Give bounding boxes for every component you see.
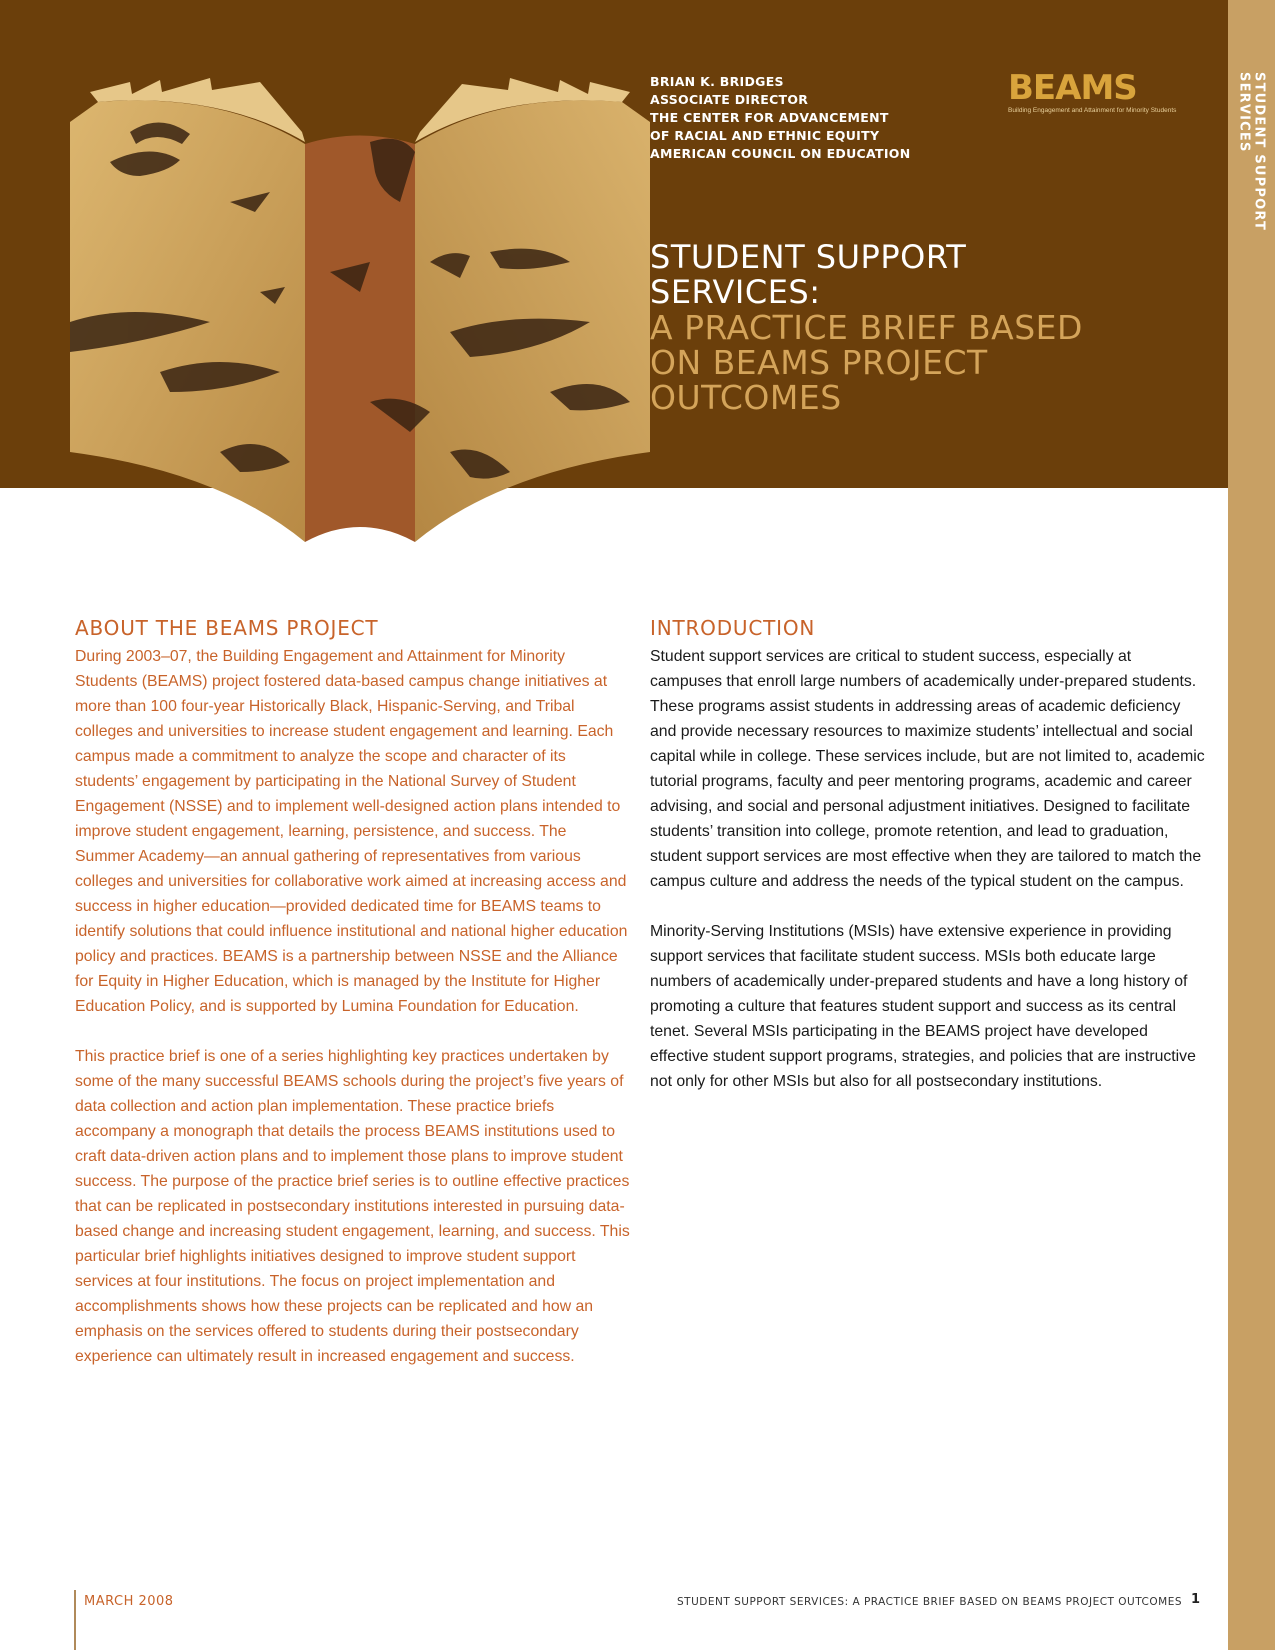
book-illustration: [70, 72, 650, 562]
page-number: 1: [1191, 1592, 1201, 1607]
title-line: STUDENT SUPPORT: [650, 238, 967, 276]
side-tab-label: STUDENT SUPPORT SERVICES: [1236, 72, 1267, 232]
beams-logo: [1008, 70, 1218, 120]
author-line: BRIAN K. BRIDGES: [650, 74, 784, 89]
author-line: THE CENTER FOR ADVANCEMENT: [650, 110, 889, 125]
subtitle-line: ON BEAMS PROJECT: [650, 343, 988, 382]
logo-word: BEAMS: [1008, 68, 1137, 108]
introduction-heading: INTRODUCTION: [650, 616, 816, 640]
footer-running-title: STUDENT SUPPORT SERVICES: A PRACTICE BRIEF BASED ON BEAMS PROJECT OUTCOMES: [677, 1596, 1182, 1608]
about-section: [75, 616, 630, 1394]
title-line: SERVICES:: [650, 273, 821, 311]
about-paragraph: During 2003–07, the Building Engagement and Attainment for Minority Students (BEAMS) project fostered data-based campus change initiatives at more than 100 four-year Historically Black, Hispanic-Serving, and Tribal colleges and universities to increase student engagement and learning. Each campus made a commitment to analyze the scope and character of its students’ engagement by participating in the National Survey of Student Engagement (NSSE) and to implement well-designed action plans intended to improve student engagement, learning, persistence, and success. The Summer Academy—an annual gathering of representatives from various colleges and universities for collaborative work aimed at increasing access and success in higher education—provided dedicated time for BEAMS teams to identify solutions that could influence institutional and national higher education policy and practices. BEAMS is a partnership between NSSE and the Alliance for Equity in Higher Education, which is managed by the Institute for Higher Education Policy, and is supported by Lumina Foundation for Education.: [75, 648, 628, 1015]
author-line: OF RACIAL AND ETHNIC EQUITY: [650, 128, 880, 143]
introduction-paragraph: Minority-Serving Institutions (MSIs) have extensive experience in providing support services that facilitate student success. MSIs both educate large numbers of academically under-prepared students and have a long history of promoting a culture that features student support and success as its central tenet. Several MSIs participating in the BEAMS project have developed effective student support programs, strategies, and policies that are instructive not only for other MSIs but also for all postsecondary institutions.: [650, 923, 1196, 1090]
author-line: ASSOCIATE DIRECTOR: [650, 92, 809, 107]
about-paragraph: This practice brief is one of a series highlighting key practices undertaken by some of the many successful BEAMS schools during the project’s five years of data collection and action plan implementation. These practice briefs accompany a monograph that details the process BEAMS institutions used to craft data-driven action plans and to implement those plans to improve student success. The purpose of the practice brief series is to outline effective practices that can be replicated in postsecondary institutions interested in pursuing data-based change and increasing student engagement, learning, and success. This particular brief highlights initiatives designed to improve student support services at four institutions. The focus on project implementation and accomplishments shows how these projects can be replicated and how an emphasis on the services offered to students during their postsecondary experience can ultimately result in increased engagement and success.: [75, 1048, 630, 1365]
logo-tagline: Building Engagement and Attainment for Minority Students: [1008, 107, 1177, 114]
about-heading: ABOUT THE BEAMS PROJECT: [75, 616, 379, 640]
footer-date: MARCH 2008: [84, 1594, 174, 1609]
author-line: AMERICAN COUNCIL ON EDUCATION: [650, 146, 911, 161]
subtitle-line: A PRACTICE BRIEF BASED: [650, 308, 1083, 347]
subtitle-line: OUTCOMES: [650, 378, 842, 417]
introduction-section: [650, 616, 1205, 1119]
footer-rule: [74, 1590, 76, 1650]
document-title: [650, 240, 1210, 415]
introduction-paragraph: Student support services are critical to student success, especially at campuses that enroll large numbers of academically under-prepared students. These programs assist students in addressing areas of academic deficiency and provide necessary resources to maximize students’ intellectual and social capital while in college. These services include, but are not limited to, academic tutorial programs, faculty and peer mentoring programs, academic and career advising, and social and personal adjustment initiatives. Designed to facilitate students’ transition into college, promote retention, and lead to graduation, student support services are most effective when they are tailored to match the campus culture and address the needs of the typical student on the campus.: [650, 648, 1205, 890]
author-block: [650, 73, 970, 163]
